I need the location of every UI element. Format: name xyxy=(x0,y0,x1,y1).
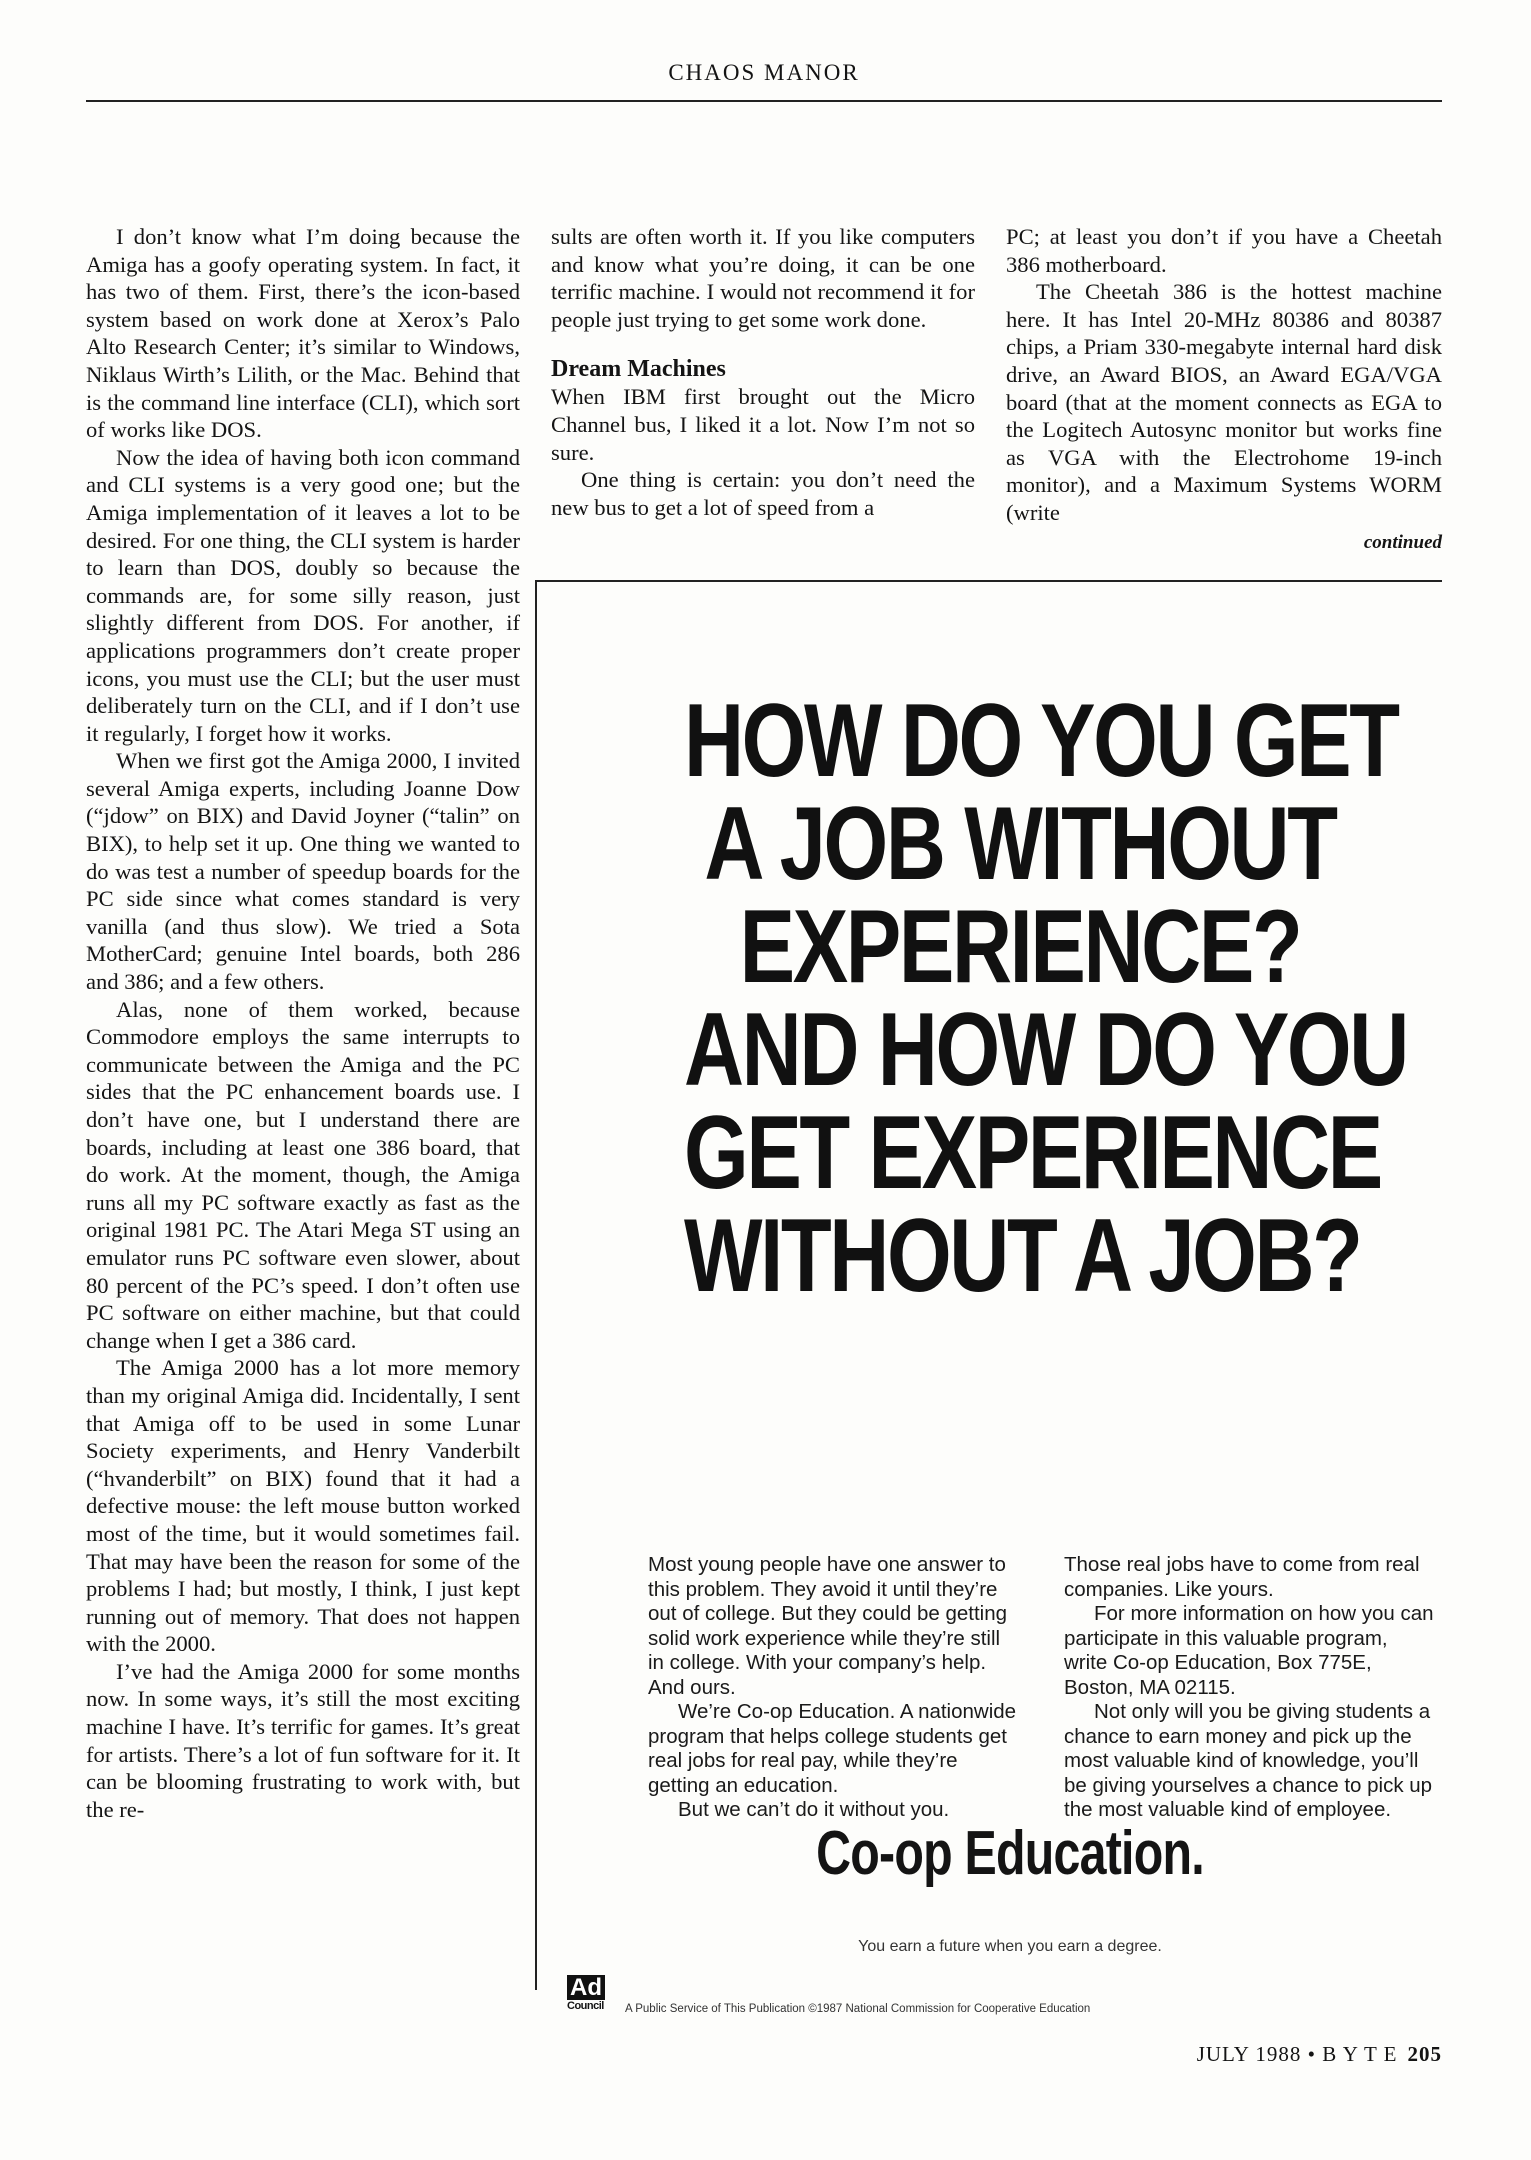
paragraph: I don’t know what I’m doing because the Amiga has a goofy operating system. In fact, it has two of them. First, there’s the icon-based system based on work done at Xerox’s Palo Alto Research Center; it’s similar to Windows, Niklaus Wirth’s Lilith, or the Mac. Behind that is the command line interface (CLI), which sort of works like DOS. xyxy=(86,224,520,443)
ad-council-logo xyxy=(567,1975,617,2017)
issue-label: JULY 1988 • B Y T E xyxy=(1196,2042,1398,2066)
paragraph: I’ve had the Amiga 2000 for some months now. In some ways, it’s still the most exciting machine I have. It’s terrific for games. It’s great for artists. There’s a lot of fun software for it. It can be blooming frustrating to work with, but the re- xyxy=(86,1658,520,1822)
ad-council-word: Council xyxy=(567,2000,604,2012)
running-header: CHAOS MANOR xyxy=(668,60,860,85)
continued-label: continued xyxy=(1363,531,1442,553)
headline-line: A JOB WITHOUT xyxy=(704,786,1336,902)
headline-line: EXPERIENCE? xyxy=(739,889,1301,1005)
ad-paragraph: For more information on how you can participate in this valuable program, write Co-op Education, Box 775E, Boston, MA 02115. xyxy=(1064,1602,1434,1699)
paragraph: Alas, none of them worked, because Commodore employs the same interrupts to communicate between the Amiga and the PC sides that the PC enhancement boards use. I don’t have one, but I understand there are boards, including at least one 386 board, that do work. At the moment, though, the Amiga runs all my PC software exactly as fast as the original 1981 PC. The Atari Mega ST using an emulator runs PC software even slower, about 80 percent of the PC’s speed. I don’t often use PC software on either machine, but that could change when I get a 386 card. xyxy=(86,996,520,1353)
co-op-education-logo: Co-op Education. xyxy=(816,1819,1204,1888)
paragraph: sults are often worth it. If you like computers and know what you’re doing, it can be one terrific machine. I would not recommend it for people just trying to get some work done. xyxy=(551,224,975,332)
headline-line: AND HOW DO YOU xyxy=(684,992,1407,1108)
headline-line: WITHOUT A JOB? xyxy=(684,1198,1361,1314)
ad-council-mark: Ad xyxy=(567,1975,605,2000)
article-column-1 xyxy=(86,223,520,1823)
ad-box-rule-horizontal xyxy=(535,580,1442,582)
ad-body-column-2 xyxy=(1064,1553,1434,1823)
ad-paragraph: But we can’t do it without you. xyxy=(678,1798,950,1821)
paragraph: The Amiga 2000 has a lot more memory than my original Amiga did. Incidentally, I sent that Amiga off to be used in some Lunar Society experiments, and Henry Vanderbilt (“hvanderbilt” on BIX) found that it had a defective mouse: the left mouse button worked most of the time, but it would sometimes fail. That may have been the reason for some of the problems I had; but mostly, I think, I just kept running out of memory. That does not happen with the 2000. xyxy=(86,1355,520,1657)
header-rule xyxy=(86,100,1442,102)
paragraph: One thing is certain: you don’t need the new bus to get a lot of speed from a xyxy=(551,467,975,520)
public-service-notice: A Public Service of This Publication ©1987 National Commission for Cooperative Education xyxy=(625,2003,1091,2015)
headline-line: HOW DO YOU GET xyxy=(684,683,1398,799)
paragraph: PC; at least you don’t if you have a Cheetah 386 motherboard. xyxy=(1006,224,1442,277)
ad-body-column-1 xyxy=(648,1553,1018,1823)
paragraph: The Cheetah 386 is the hottest machine here. It has Intel 20-MHz 80386 and 80387 chips, a Priam 330-megabyte internal hard disk drive, an Award BIOS, an Award EGA/VGA board (that at the moment connects as EGA to the Logitech Autosync monitor but works fine as VGA with the Electrohome 19-inch monitor), and a Maximum Systems WORM (write xyxy=(1006,279,1442,525)
paragraph: When we first got the Amiga 2000, I invited several Amiga experts, including Joanne Dow (“jdow” on BIX) and David Joyner (“talin” on BIX), to help set it up. One thing we wanted to do was test a number of speedup boards for the PC side since what comes standard is very vanilla (and thus slow). We tried a Sota MotherCard; genuine Intel boards, both 286 and 386; and a few others. xyxy=(86,748,520,995)
article-column-2 xyxy=(551,223,975,521)
article-column-3 xyxy=(1006,223,1442,556)
ad-paragraph: Those real jobs have to come from real companies. Like yours. xyxy=(1064,1553,1420,1601)
ad-headline xyxy=(684,683,1407,1314)
ad-box-rule-vertical xyxy=(535,580,537,1990)
section-heading: Dream Machines xyxy=(551,356,726,383)
ad-paragraph: Not only will you be giving students a chance to earn money and pick up the most valuable kind of knowledge, you’ll be giving yourselves a chance to pick up the most valuable kind of employee. xyxy=(1064,1700,1433,1821)
page-number: 205 xyxy=(1407,2042,1442,2066)
ad-paragraph: Most young people have one answer to this problem. They avoid it until they’re out of college. But they could be getting solid work experience while they’re still in college. With your company’s help. And ours. xyxy=(648,1553,1008,1699)
paragraph: When IBM first brought out the Micro Channel bus, I liked it a lot. Now I’m not so sure. xyxy=(551,384,975,465)
ad-tagline: You earn a future when you earn a degree. xyxy=(858,1938,1162,1955)
paragraph: Now the idea of having both icon command and CLI systems is a very good one; but the Amiga implementation of it leaves a lot to be desired. For one thing, the CLI system is harder to learn than DOS, doubly so because the commands are, for some silly reason, just slightly different from DOS. For another, if applications programmers don’t create proper icons, you must use the CLI; but the user must deliberately turn on the CLI, and if I don’t use it regularly, I forget how it works. xyxy=(86,444,520,746)
ad-paragraph: We’re Co-op Education. A nationwide program that helps college students get real jobs for real pay, while they’re getting an education. xyxy=(648,1700,1017,1797)
headline-line: GET EXPERIENCE xyxy=(684,1095,1381,1211)
page-footer xyxy=(1140,2042,1442,2067)
